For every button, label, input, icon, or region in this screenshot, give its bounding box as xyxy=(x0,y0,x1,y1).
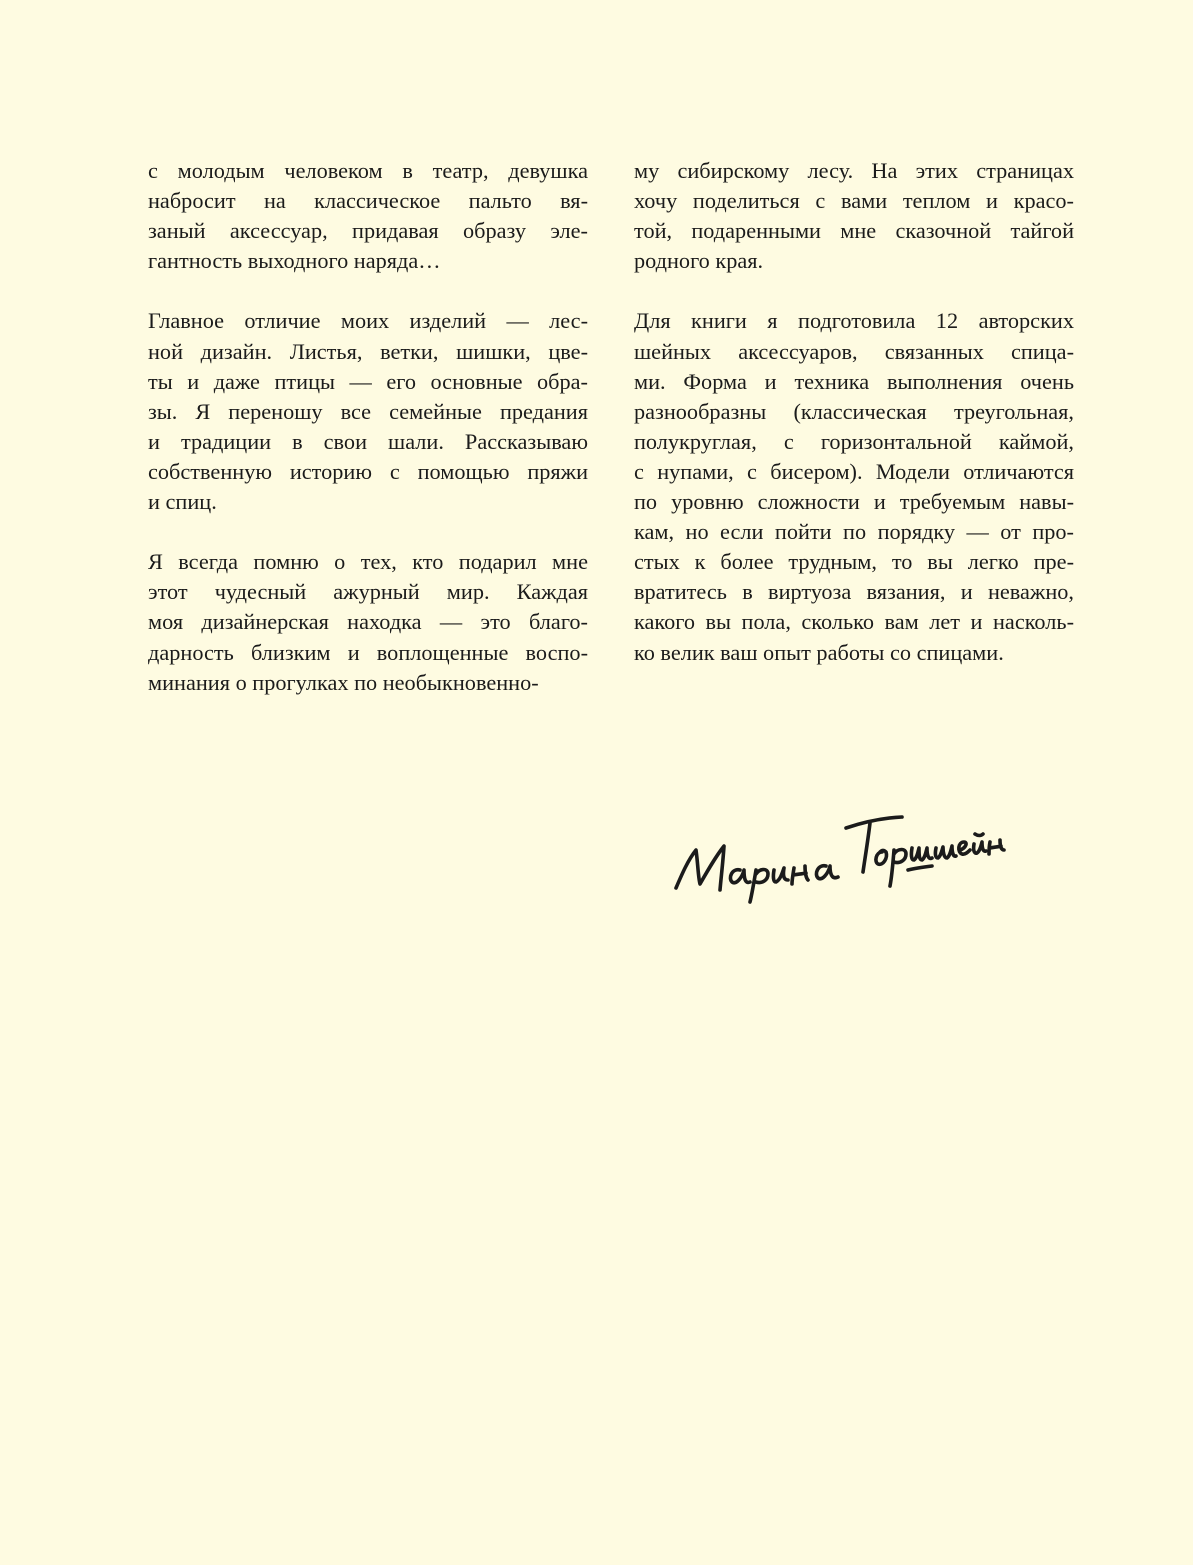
paragraph xyxy=(148,156,588,276)
paragraph xyxy=(634,306,1074,667)
text-line: зы. Я переношу все семейные предания xyxy=(148,398,588,424)
text-line: по уровню сложности и требуемым навы- xyxy=(634,489,1074,515)
text-line: дарность близким и воплощенные воспо- xyxy=(148,639,588,665)
text-line: ты и даже птицы — его основные обра- xyxy=(148,368,588,394)
paragraph xyxy=(634,156,1074,276)
text-column-right xyxy=(634,156,1074,668)
text-line: этот чудесный ажурный мир. Каждая xyxy=(148,579,588,605)
text-line: гантность выходного наряда… xyxy=(148,248,441,274)
text-line: стых к более трудным, то вы легко пре- xyxy=(634,549,1074,575)
paragraph-gap xyxy=(634,276,1074,306)
text-line: какого вы пола, сколько вам лет и насколь- xyxy=(634,609,1074,635)
text-line: и спиц. xyxy=(148,489,217,515)
text-line: ко велик ваш опыт работы со спицами. xyxy=(634,639,1004,665)
text-line: и традиции в свои шали. Рассказываю xyxy=(148,428,588,454)
text-line: Главное отличие моих изделий — лес- xyxy=(148,308,588,334)
text-column-left xyxy=(148,156,588,698)
text-line: собственную историю с помощью пряжи xyxy=(148,458,588,484)
paragraph xyxy=(148,306,588,517)
text-line: хочу поделиться с вами теплом и красо- xyxy=(634,188,1074,214)
text-line: моя дизайнерская находка — это благо- xyxy=(148,609,588,635)
text-line: ной дизайн. Листья, ветки, шишки, цве- xyxy=(148,338,588,364)
handwritten-signature xyxy=(668,790,1008,920)
text-line: му сибирскому лесу. На этих страницах xyxy=(634,158,1074,183)
paragraph-gap xyxy=(148,517,588,547)
text-line: кам, но если пойти по порядку — от про- xyxy=(634,519,1074,545)
text-line: с молодым человеком в театр, девушка xyxy=(148,158,588,183)
text-line: заный аксессуар, придавая образу эле- xyxy=(148,218,588,244)
text-line: Для книги я подготовила 12 авторских xyxy=(634,308,1074,334)
text-line: с нупами, с бисером). Модели отличаются xyxy=(634,458,1074,484)
text-line: ми. Форма и техника выполнения очень xyxy=(634,368,1074,394)
text-line: разнообразны (классическая треугольная, xyxy=(634,398,1074,424)
text-line: Я всегда помню о тех, кто подарил мне xyxy=(148,549,588,575)
paragraph-gap xyxy=(148,276,588,306)
text-line: полукруглая, с горизонтальной каймой, xyxy=(634,428,1074,454)
text-line: вратитесь в виртуоза вязания, и неважно, xyxy=(634,579,1074,605)
text-line: шейных аксессуаров, связанных спица- xyxy=(634,338,1074,364)
text-line: той, подаренными мне сказочной тайгой xyxy=(634,218,1074,244)
text-line: родного края. xyxy=(634,248,764,274)
text-line: минания о прогулках по необыкновенно- xyxy=(148,669,539,695)
text-line: набросит на классическое пальто вя- xyxy=(148,188,588,214)
paragraph xyxy=(148,547,588,697)
